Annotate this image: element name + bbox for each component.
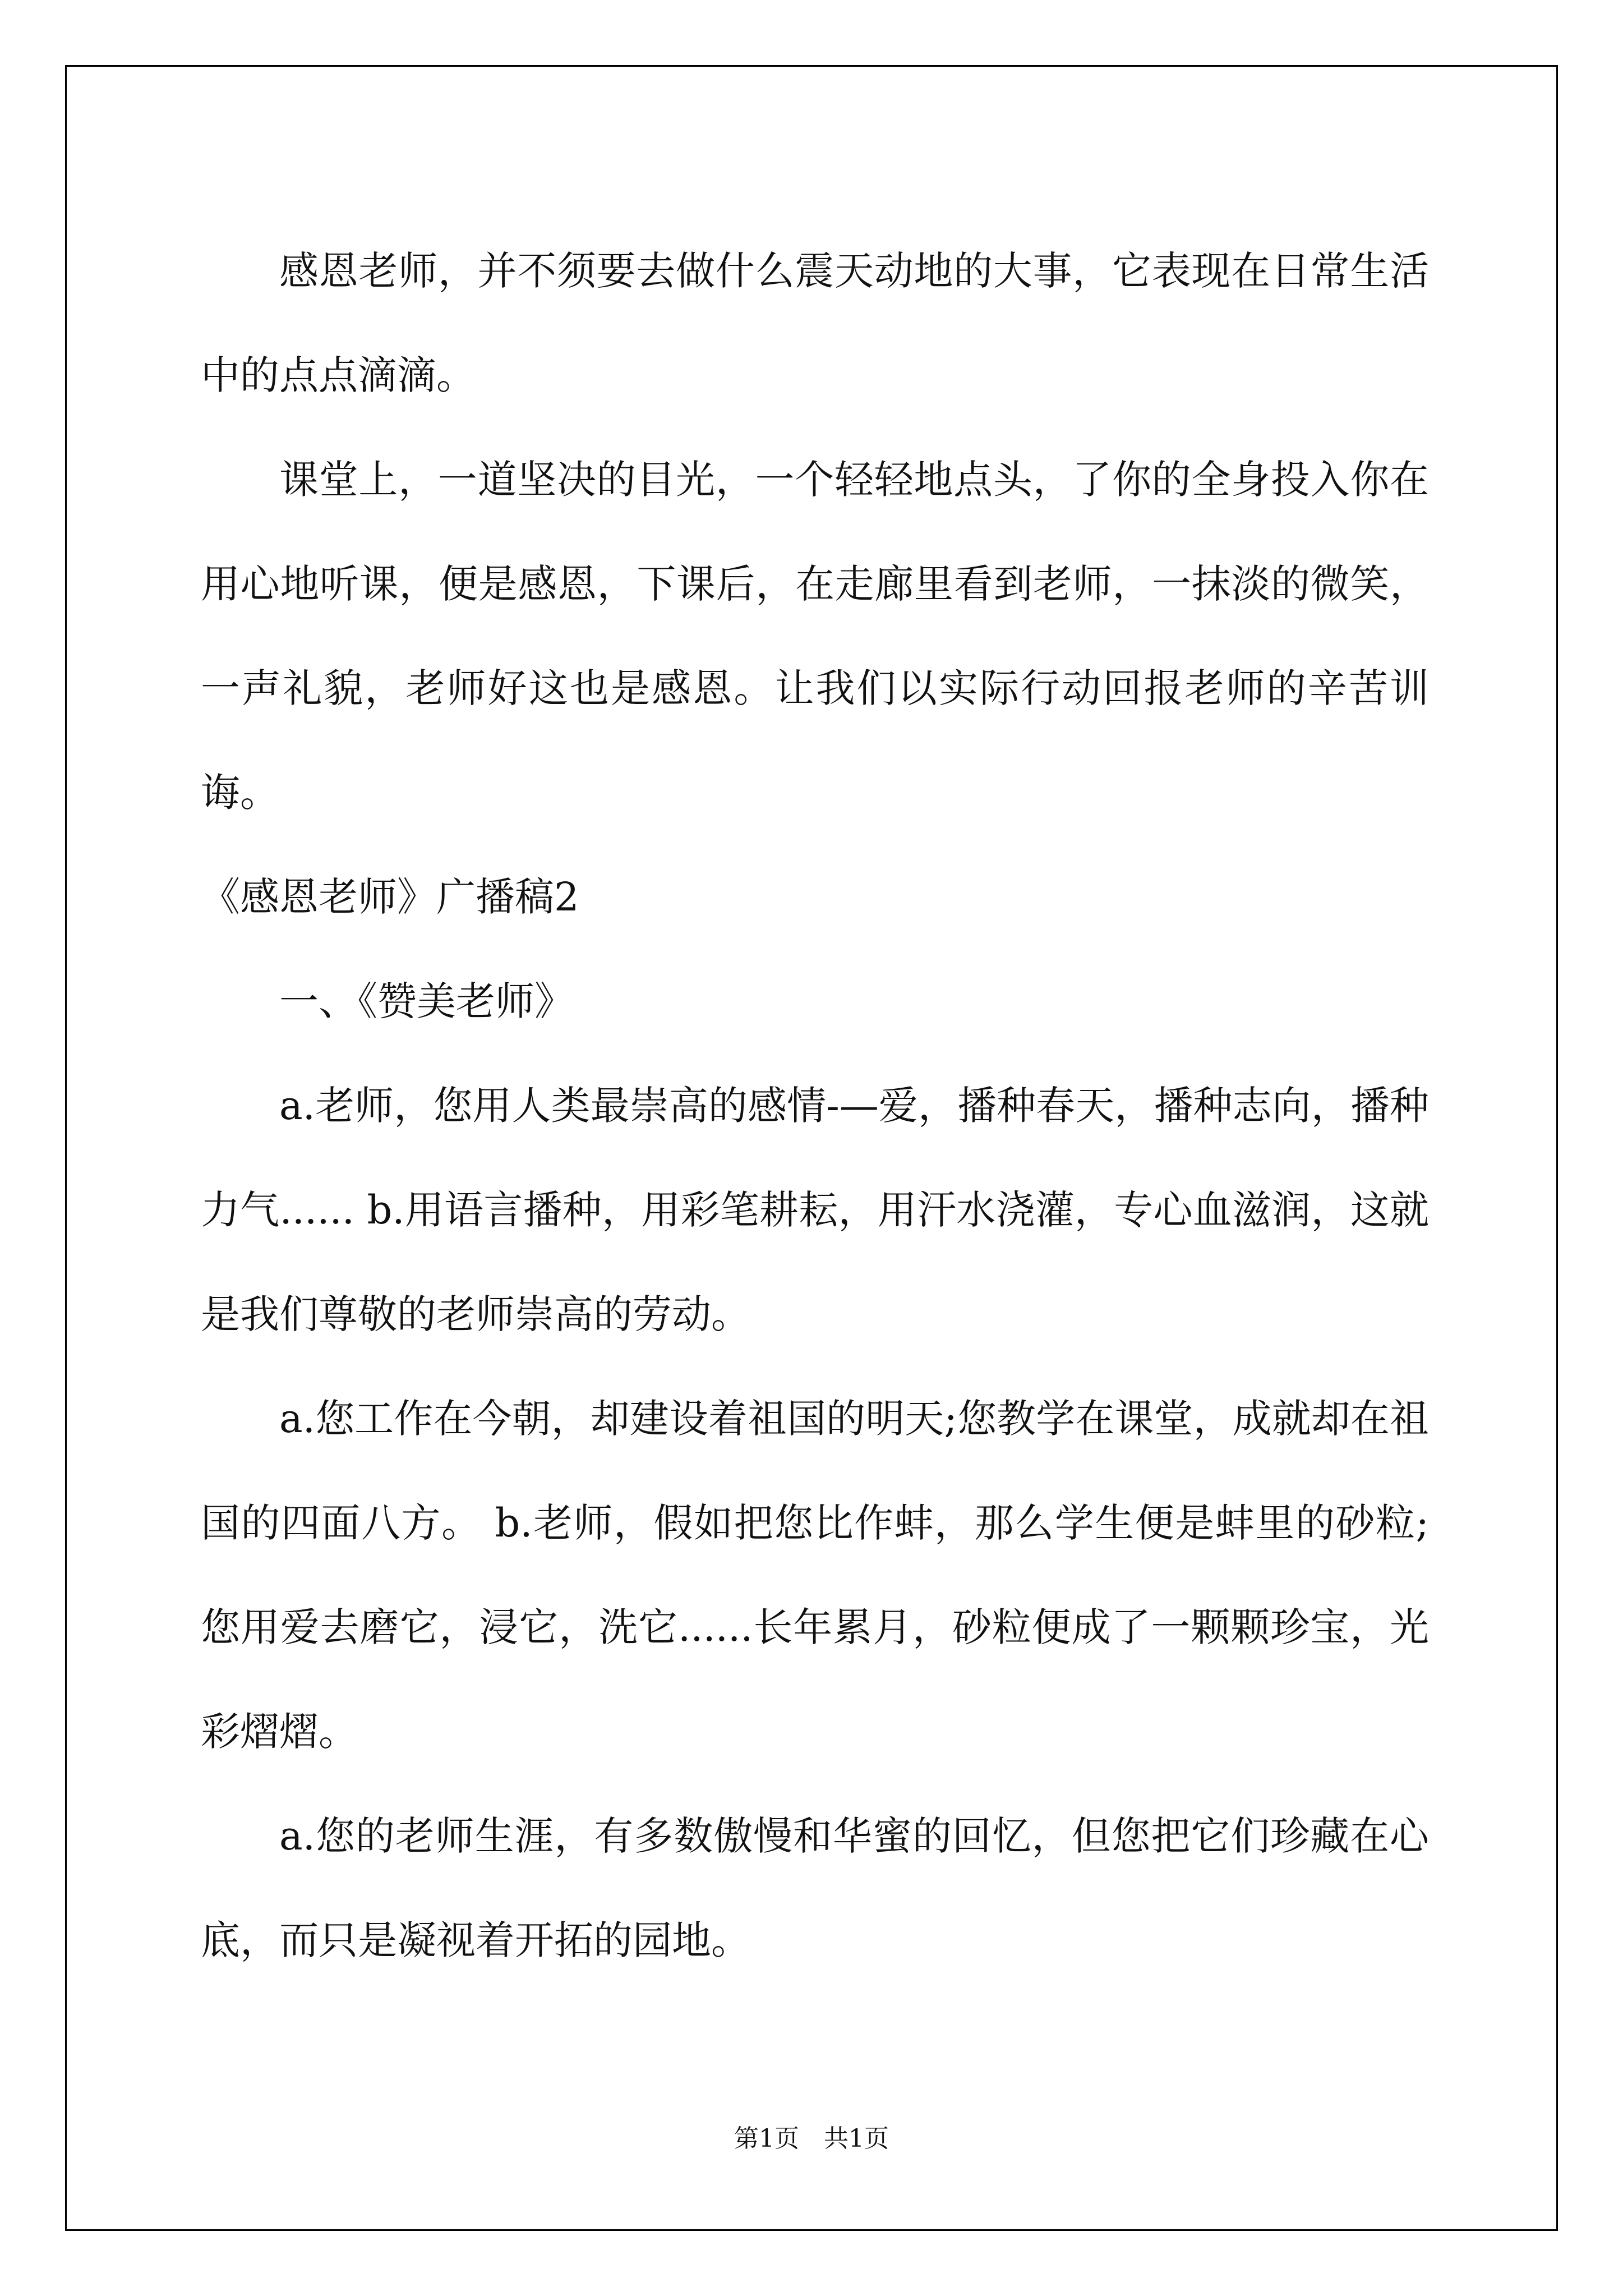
paragraph-4: a.您工作在今朝，却建设着祖国的明天;您教学在课堂，成就却在祖国的四面八方。 b.老师，假如把您比作蚌，那么学生便是蚌里的砂粒;您用爱去磨它，浸它，洗它......长年累月，砂粒便成了一颗颗珍宝，光彩熠熠。 <box>201 1396 1429 1755</box>
paragraph-5: a.您的老师生涯，有多数傲慢和华蜜的回忆，但您把它们珍藏在心底，而只是凝视着开拓的园地。 <box>201 1813 1429 1963</box>
subsection-heading: 一、《赞美老师》 <box>279 978 574 1024</box>
paragraph-2: 课堂上，一道坚决的目光，一个轻轻地点头，了你的全身投入你在用心地听课，便是感恩，下课后，在走廊里看到老师，一抹淡的微笑，一声礼貌，老师好这也是感恩。让我们以实际行动回报老师的辛苦训诲。 <box>201 457 1429 816</box>
paragraph-3: a.老师，您用人类最崇高的感情-—爱，播种春天，播种志向，播种力气...... b.用语言播种，用彩笔耕耘，用汗水浇灌，专心血滋润，这就是我们尊敬的老师崇高的劳动。 <box>201 1083 1429 1337</box>
page-footer: 第1页 共1页 <box>734 2124 889 2153</box>
section-heading: 《感恩老师》广播稿2 <box>201 874 579 920</box>
paragraph-1: 感恩老师，并不须要去做什么震天动地的大事，它表现在日常生活中的点点滴滴。 <box>201 248 1429 398</box>
document-body <box>201 219 1429 1993</box>
